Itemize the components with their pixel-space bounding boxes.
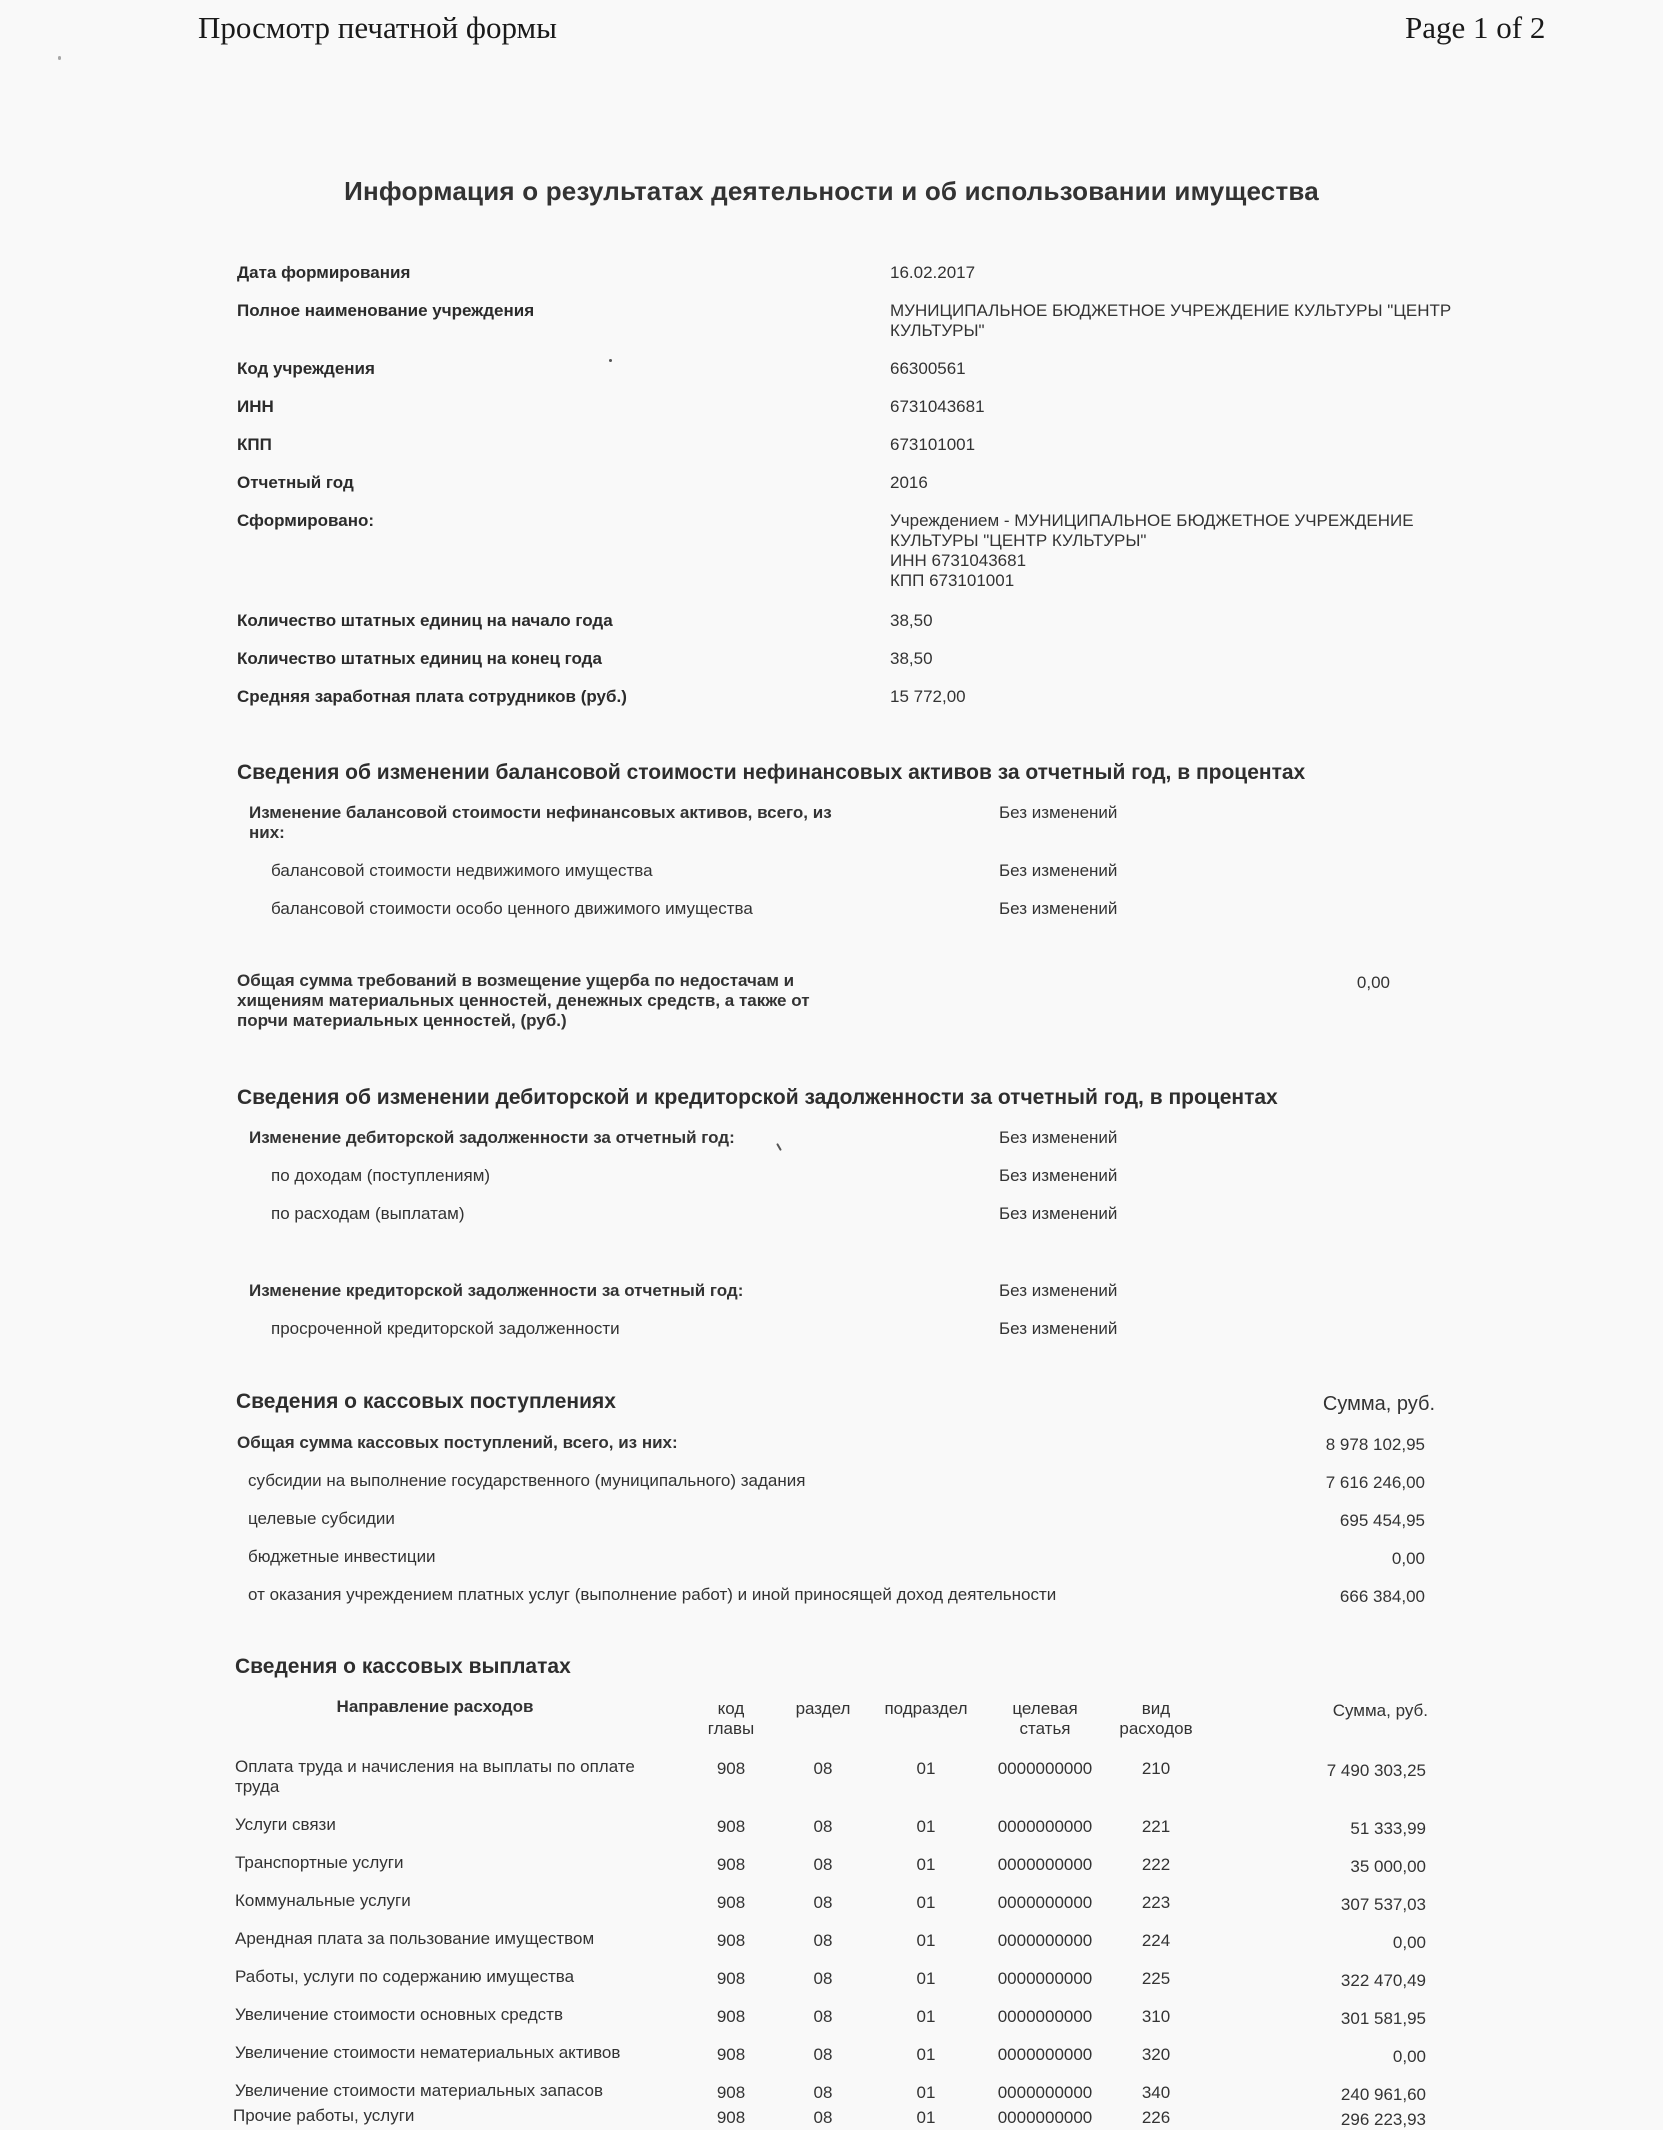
nonfin-total-value: Без изменений [999,803,1118,822]
table-cell-sum: 7 490 303,25 [1326,1761,1426,1780]
table-cell-article: 0000000000 [997,1759,1093,1778]
receipt-item-value: 7 616 246,00 [1325,1473,1425,1492]
info-label: Количество штатных единиц на конец года [237,649,602,668]
receipt-item-value: 0,00 [1391,1549,1425,1568]
receipt-item-label: целевые субсидии [248,1509,395,1528]
receipt-item-label: от оказания учреждением платных услуг (выполнение работ) и иной приносящей доход деятельности [248,1585,1057,1604]
debitor-item-value: Без изменений [999,1204,1118,1223]
table-cell-article: 0000000000 [997,1893,1093,1912]
creditor-value: Без изменений [999,1281,1118,1300]
table-cell-chapter: 908 [716,2045,746,2064]
table-cell-section: 08 [813,1855,833,1874]
table-row-name: Увеличение стоимости материальных запасов [235,2081,603,2100]
table-cell-subsection: 01 [916,2007,936,2026]
section-title-nonfinancial: Сведения об изменении балансовой стоимости нефинансовых активов за отчетный год, в процентах [237,761,1306,784]
table-cell-sum: 0,00 [1392,2047,1426,2066]
table-cell-chapter: 908 [716,2108,746,2127]
col-header-sum: Сумма, руб. [1332,1701,1428,1720]
table-cell-subsection: 01 [916,2083,936,2102]
table-cell-type: 226 [1141,2108,1171,2127]
table-cell-chapter: 908 [716,2083,746,2102]
debitor-item-label: по расходам (выплатам) [271,1204,465,1223]
table-cell-chapter: 908 [716,1893,746,1912]
table-cell-chapter: 908 [716,1817,746,1836]
table-cell-subsection: 01 [916,2108,936,2127]
table-cell-type: 310 [1141,2007,1171,2026]
info-label: КПП [237,435,272,454]
info-label: Средняя заработная плата сотрудников (руб.) [237,687,627,706]
info-label: Отчетный год [237,473,354,492]
table-cell-type: 340 [1141,2083,1171,2102]
info-label: Полное наименование учреждения [237,301,535,320]
creditor-label: Изменение кредиторской задолженности за отчетный год: [249,1281,744,1300]
table-cell-subsection: 01 [916,1759,936,1778]
section-title-debts: Сведения об изменении дебиторской и кредиторской задолженности за отчетный год, в процентах [237,1086,1278,1109]
table-cell-article: 0000000000 [997,1969,1093,1988]
info-value: 16.02.2017 [890,263,976,282]
table-cell-article: 0000000000 [997,1817,1093,1836]
info-value: 2016 [890,473,928,492]
table-cell-type: 222 [1141,1855,1171,1874]
table-cell-chapter: 908 [716,1969,746,1988]
table-cell-sum: 35 000,00 [1350,1857,1426,1876]
table-cell-subsection: 01 [916,1817,936,1836]
table-cell-article: 0000000000 [997,2007,1093,2026]
receipts-total-label: Общая сумма кассовых поступлений, всего, из них: [237,1433,678,1452]
info-value-multiline: Учреждением - МУНИЦИПАЛЬНОЕ БЮДЖЕТНОЕ УЧРЕЖДЕНИЕ КУЛЬТУРЫ "ЦЕНТР КУЛЬТУРЫ" ИНН 6731043681 КПП 673101001 [890,511,1414,590]
table-cell-chapter: 908 [716,2007,746,2026]
info-value: 38,50 [890,611,933,630]
table-cell-section: 08 [813,2083,833,2102]
damage-claims-label: Общая сумма требований в возмещение ущерба по недостачам и хищениям материальных ценностей, денежных средств, а также от порчи материальных ценностей, (руб.) [237,971,810,1030]
table-cell-section: 08 [813,1759,833,1778]
table-cell-section: 08 [813,1893,833,1912]
table-cell-sum: 0,00 [1392,1933,1426,1952]
info-label: Дата формирования [237,263,411,282]
table-cell-article: 0000000000 [997,1855,1093,1874]
info-value: 15 772,00 [890,687,966,706]
info-label: Код учреждения [237,359,375,378]
table-cell-article: 0000000000 [997,2045,1093,2064]
table-row-name: Увеличение стоимости нематериальных активов [235,2043,621,2062]
table-row-name: Прочие работы, услуги [233,2106,415,2125]
table-cell-type: 320 [1141,2045,1171,2064]
table-cell-chapter: 908 [716,1855,746,1874]
col-header-type: вид расходов [1119,1699,1193,1738]
info-value: МУНИЦИПАЛЬНОЕ БЮДЖЕТНОЕ УЧРЕЖДЕНИЕ КУЛЬТУРЫ "ЦЕНТР КУЛЬТУРЫ" [890,301,1452,340]
table-cell-subsection: 01 [916,1969,936,1988]
info-value: 38,50 [890,649,933,668]
nonfin-item-label: балансовой стоимости особо ценного движимого имущества [271,899,753,918]
table-cell-subsection: 01 [916,1931,936,1950]
table-cell-sum: 51 333,99 [1350,1819,1426,1838]
nonfin-total-label: Изменение балансовой стоимости нефинансовых активов, всего, из них: [249,803,832,842]
table-row-name: Транспортные услуги [235,1853,404,1872]
damage-claims-value: 0,00 [1356,973,1390,992]
debitor-item-label: по доходам (поступлениям) [271,1166,491,1185]
info-value: 6731043681 [890,397,985,416]
nonfin-item-value: Без изменений [999,861,1118,880]
info-value: 66300561 [890,359,966,378]
table-cell-section: 08 [813,1931,833,1950]
col-header-article: целевая статья [1012,1699,1078,1738]
info-label: ИНН [237,397,274,416]
table-cell-article: 0000000000 [997,2083,1093,2102]
table-row-name: Арендная плата за пользование имуществом [235,1929,595,1948]
table-cell-chapter: 908 [716,1759,746,1778]
table-row-name: Увеличение стоимости основных средств [235,2005,563,2024]
table-row-name: Услуги связи [235,1815,336,1834]
col-header-section: раздел [795,1699,851,1718]
nonfin-item-label: балансовой стоимости недвижимого имущества [271,861,653,880]
nonfin-item-value: Без изменений [999,899,1118,918]
receipt-item-label: бюджетные инвестиции [248,1547,436,1566]
table-cell-section: 08 [813,1969,833,1988]
table-cell-chapter: 908 [716,1931,746,1950]
table-row-name: Работы, услуги по содержанию имущества [235,1967,575,1986]
receipt-item-label: субсидии на выполнение государственного (муниципального) задания [248,1471,806,1490]
document-title: Информация о результатах деятельности и об использовании имущества [344,176,1319,206]
creditor-item-value: Без изменений [999,1319,1118,1338]
info-label: Количество штатных единиц на начало года [237,611,613,630]
table-cell-type: 221 [1141,1817,1171,1836]
info-value: 673101001 [890,435,976,454]
table-row-name: Оплата труда и начисления на выплаты по оплате труда [235,1757,635,1796]
receipt-item-value: 666 384,00 [1339,1587,1425,1606]
creditor-item-label: просроченной кредиторской задолженности [271,1319,620,1338]
table-cell-sum: 240 961,60 [1340,2085,1426,2104]
table-cell-type: 224 [1141,1931,1171,1950]
section-title-receipts: Сведения о кассовых поступлениях [236,1390,616,1413]
table-cell-sum: 301 581,95 [1340,2009,1426,2028]
col-header-subsection: подраздел [884,1699,968,1718]
col-header-chapter: код главы [707,1699,755,1738]
table-cell-sum: 307 537,03 [1340,1895,1426,1914]
debitor-item-value: Без изменений [999,1166,1118,1185]
receipts-total-value: 8 978 102,95 [1325,1435,1425,1454]
table-cell-subsection: 01 [916,1893,936,1912]
table-cell-sum: 322 470,49 [1340,1971,1426,1990]
section-title-payments: Сведения о кассовых выплатах [235,1655,571,1678]
print-preview-title: Просмотр печатной формы [198,10,557,45]
table-cell-type: 225 [1141,1969,1171,1988]
table-cell-article: 0000000000 [997,1931,1093,1950]
table-cell-sum: 296 223,93 [1340,2110,1426,2129]
debitor-label: Изменение дебиторской задолженности за отчетный год: [249,1128,735,1147]
table-cell-type: 223 [1141,1893,1171,1912]
scan-speck [776,1143,782,1151]
table-cell-section: 08 [813,1817,833,1836]
table-cell-article: 0000000000 [997,2108,1093,2127]
table-cell-section: 08 [813,2007,833,2026]
page-indicator: Page 1 of 2 [1405,10,1546,45]
table-cell-subsection: 01 [916,2045,936,2064]
info-label: Сформировано: [237,511,375,530]
table-row-name: Коммунальные услуги [235,1891,411,1910]
col-header-direction: Направление расходов [336,1697,534,1716]
scan-speck [609,359,612,362]
table-cell-subsection: 01 [916,1855,936,1874]
debitor-value: Без изменений [999,1128,1118,1147]
scan-speck [58,56,61,60]
receipt-item-value: 695 454,95 [1339,1511,1425,1530]
table-cell-section: 08 [813,2045,833,2064]
table-cell-section: 08 [813,2108,833,2127]
receipts-sum-header: Сумма, руб. [1322,1393,1435,1415]
table-cell-type: 210 [1141,1759,1171,1778]
